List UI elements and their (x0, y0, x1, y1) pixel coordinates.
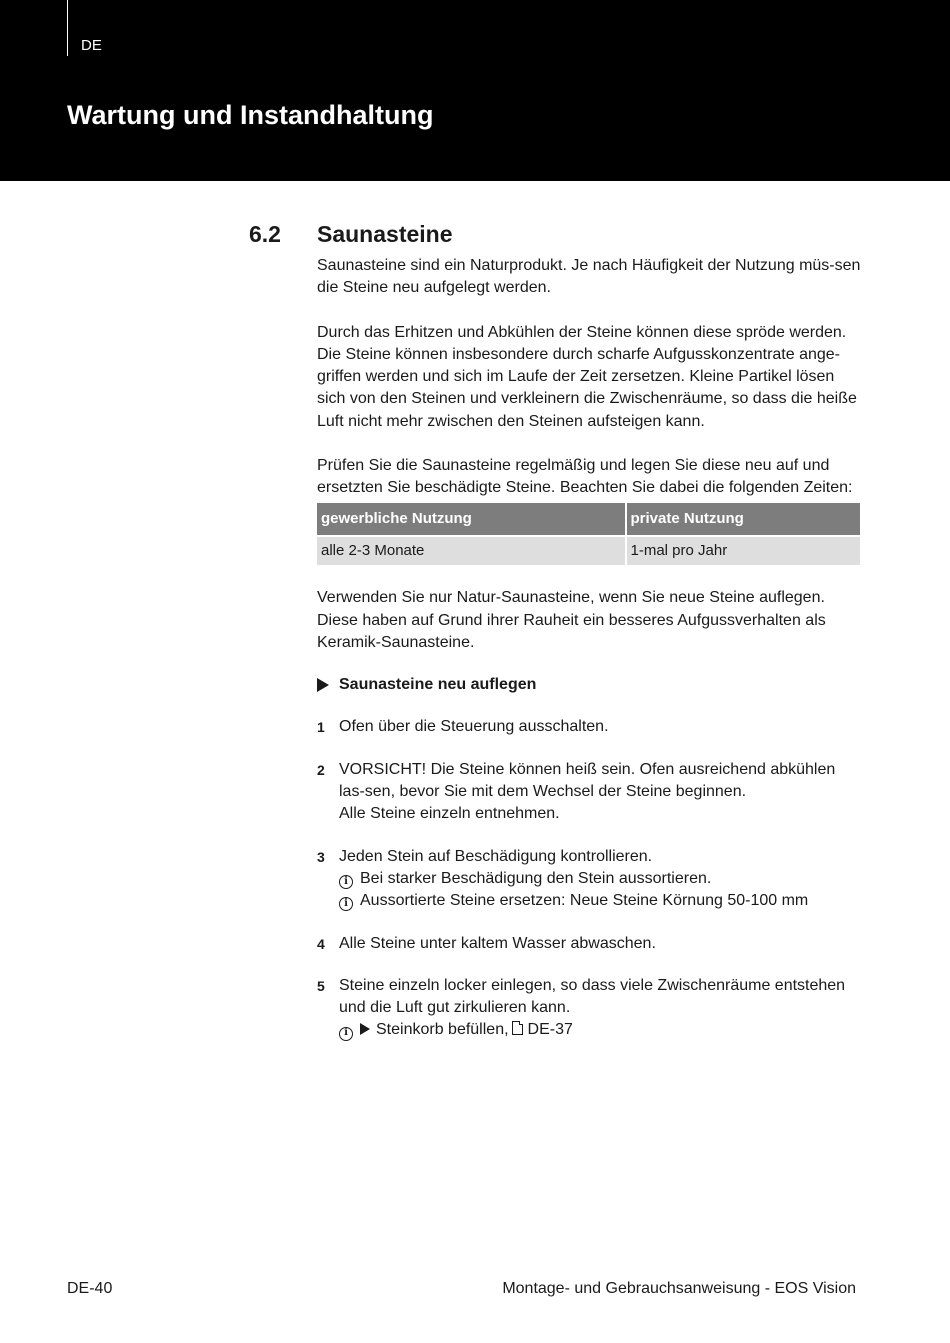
action-arrow-icon (360, 1023, 370, 1035)
step-text: Steine einzeln locker einlegen, so dass viele Zwischenräume entstehen und die Luft gut zirkulieren kann. (339, 976, 846, 1017)
info-icon: i (339, 897, 353, 911)
paragraph: Saunasteine sind ein Naturprodukt. Je nach Häufigkeit der Nutzung müs-sen die Steine neu aufgelegt werden. (317, 257, 861, 297)
column-header: gewerbliche Nutzung (317, 503, 627, 535)
step-number: 1 (317, 719, 325, 736)
step-item (317, 759, 862, 826)
chapter-title: Wartung und Instandhaltung (67, 100, 434, 130)
table-row (317, 535, 860, 565)
action-heading (317, 674, 862, 696)
chapter-header (0, 0, 950, 181)
step-number: 4 (317, 935, 325, 952)
language-label: DE (81, 37, 102, 54)
section-number: 6.2 (249, 221, 281, 247)
step-item (317, 975, 862, 1042)
paragraph: Durch das Erhitzen und Abkühlen der Steine können diese spröde werden. Die Steine können insbesondere durch scharfe Aufgusskonzentrate ange-griffen werden und sich im Laufe der Zeit zersetzen. Kleine Partikel lösen sich von den Steinen und verkleinern die Zwischenräume, so dass die heiße Luft nicht mehr zwischen den Steinen aufsteigen kann. (317, 323, 857, 430)
reference-text: Steinkorb befüllen, (376, 1021, 509, 1039)
info-icon: i (339, 1027, 353, 1041)
step-text: VORSICHT! Die Steine können heiß sein. Ofen ausreichend abkühlen las-sen, bevor Sie mit dem Wechsel der Steine beginnen. (339, 760, 836, 801)
paragraph: Verwenden Sie nur Natur-Saunasteine, wenn Sie neue Steine auflegen. Diese haben auf Grund ihrer Rauheit ein besseres Aufgussverhalten als Keramik-Saunasteine. (317, 589, 826, 651)
step-text: Ofen über die Steuerung ausschalten. (339, 718, 609, 736)
page-number: DE-40 (67, 1280, 113, 1297)
step-text: Alle Steine unter kaltem Wasser abwaschen. (339, 934, 656, 952)
document-title: Montage- und Gebrauchsanweisung - EOS Vision (502, 1280, 856, 1297)
table-cell: alle 2-3 Monate (317, 535, 627, 565)
page-reference-icon (512, 1021, 523, 1035)
header-divider (67, 0, 68, 56)
step-item (317, 933, 862, 955)
action-arrow-icon (317, 678, 329, 692)
info-note (339, 890, 862, 912)
step-number: 2 (317, 761, 325, 778)
cross-reference (339, 1019, 862, 1041)
info-text: Aussortierte Steine ersetzen: Neue Steine Körnung 50-100 mm (360, 892, 809, 910)
info-text: Bei starker Beschädigung den Stein aussortieren. (360, 869, 712, 887)
step-item (317, 846, 862, 913)
step-number: 5 (317, 977, 325, 994)
section-content (317, 255, 862, 1042)
table-header-row (317, 503, 860, 535)
table-cell: 1-mal pro Jahr (627, 535, 861, 565)
action-title: Saunasteine neu auflegen (339, 676, 537, 694)
maintenance-interval-table (317, 503, 860, 566)
step-text: Jeden Stein auf Beschädigung kontrollieren. (339, 847, 653, 865)
info-icon: i (339, 875, 353, 889)
info-note (339, 868, 862, 890)
section-title: Saunasteine (317, 221, 453, 247)
column-header: private Nutzung (627, 503, 861, 535)
step-text: Alle Steine einzeln entnehmen. (339, 805, 560, 823)
step-item (317, 716, 862, 738)
step-number: 3 (317, 848, 325, 865)
paragraph: Prüfen Sie die Saunasteine regelmäßig und legen Sie diese neu auf und ersetzten Sie beschädigte Steine. Beachten Sie dabei die folgenden Zeiten: (317, 457, 853, 497)
reference-page: DE-37 (527, 1021, 573, 1039)
